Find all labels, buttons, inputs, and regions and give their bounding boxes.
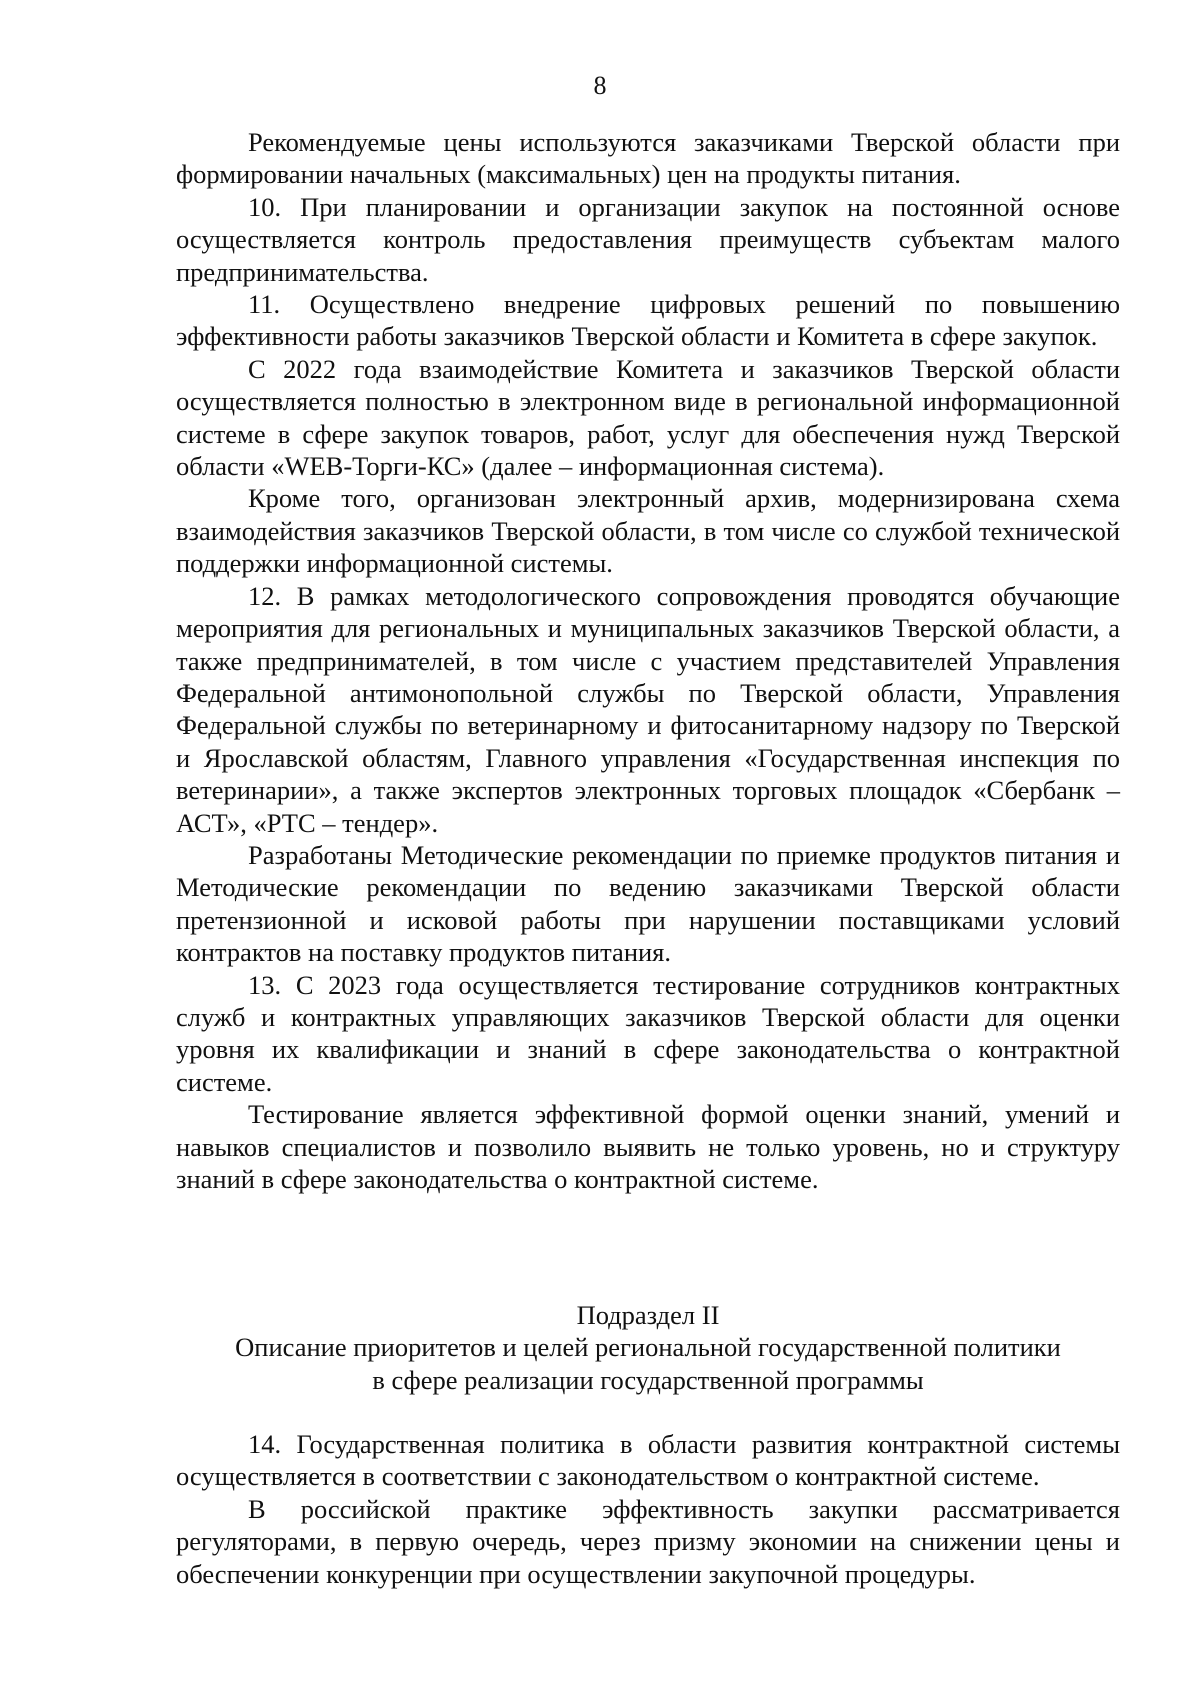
- paragraph-recommended-prices: Рекомендуемые цены используются заказчиками Тверской области при формировании начальных (максимальных) цен на продукты питания.: [176, 127, 1120, 190]
- paragraph-item-10: 10. При планировании и организации закупок на постоянной основе осуществляется контроль предоставления преимуществ субъектам малого предпринимательства.: [176, 191, 1120, 287]
- paragraph-item-11: 11. Осуществлено внедрение цифровых решений по повышению эффективности работы заказчиков Тверской области и Комитета в сфере закупок.: [176, 289, 1120, 352]
- paragraph-testing: Тестирование является эффективной формой оценки знаний, умений и навыков специалистов и позволило выявить не только уровень, но и структуру знаний в сфере законодательства о контрактной системе.: [176, 1099, 1120, 1194]
- main-text: [176, 126, 1120, 1195]
- paragraph-since-2022: С 2022 года взаимодействие Комитета и заказчиков Тверской области осуществляется полностью в электронном виде в региональной информационной системе в сфере закупок товаров, работ, услуг для обеспечения нужд Тверской области «WEB-Торги-КС» (далее – информационная система).: [176, 353, 1120, 482]
- paragraph-russian-practice: В российской практике эффективность закупки рассматривается регуляторами, в первую очередь, через призму экономии на снижении цены и обеспечении конкуренции при осуществлении закупочной процедуры.: [176, 1493, 1120, 1589]
- subsection-title: Подраздел II: [576, 1300, 720, 1330]
- paragraph-item-12: 12. В рамках методологического сопровождения проводятся обучающие мероприятия для региональных и муниципальных заказчиков Тверской области, а также предпринимателей, в том числе с участием представителей Управления Федеральной антимонопольной службы по Тверской области, Управления Федеральной службы по ветеринарному и фитосанитарному надзору по Тверской и Ярославской областям, Главного управления «Государственная инспекция по ветеринарии», а также экспертов электронных торговых площадок «Сбербанк – АСТ», «РТС – тендер».: [176, 580, 1120, 838]
- paragraph-archive: Кроме того, организован электронный архив, модернизирована схема взаимодействия заказчиков Тверской области, в том числе со службой технической поддержки информационной системы.: [176, 483, 1120, 579]
- paragraph-item-14: 14. Государственная политика в области развития контрактной системы осуществляется в соответствии с законодательством о контрактной системе.: [176, 1429, 1120, 1492]
- paragraph-methodical-recommendations: Разработаны Методические рекомендации по приемке продуктов питания и Методические рекомендации по ведению заказчиками Тверской области претензионной и исковой работы при нарушении поставщиками условий контрактов на поставку продуктов питания.: [176, 839, 1120, 968]
- paragraph-item-13: 13. С 2023 года осуществляется тестирование сотрудников контрактных служб и контрактных управляющих заказчиков Тверской области для оценки уровня их квалификации и знаний в сфере законодательства о контрактной системе.: [176, 969, 1120, 1097]
- subsection-heading: [176, 1299, 1120, 1396]
- page-number: 8: [593, 71, 607, 100]
- subsection-text: [176, 1428, 1120, 1590]
- subsection-subtitle-line-1: Описание приоритетов и целей региональной государственной политики: [235, 1332, 1061, 1363]
- subsection-subtitle-line-2: в сфере реализации государственной программы: [372, 1364, 924, 1395]
